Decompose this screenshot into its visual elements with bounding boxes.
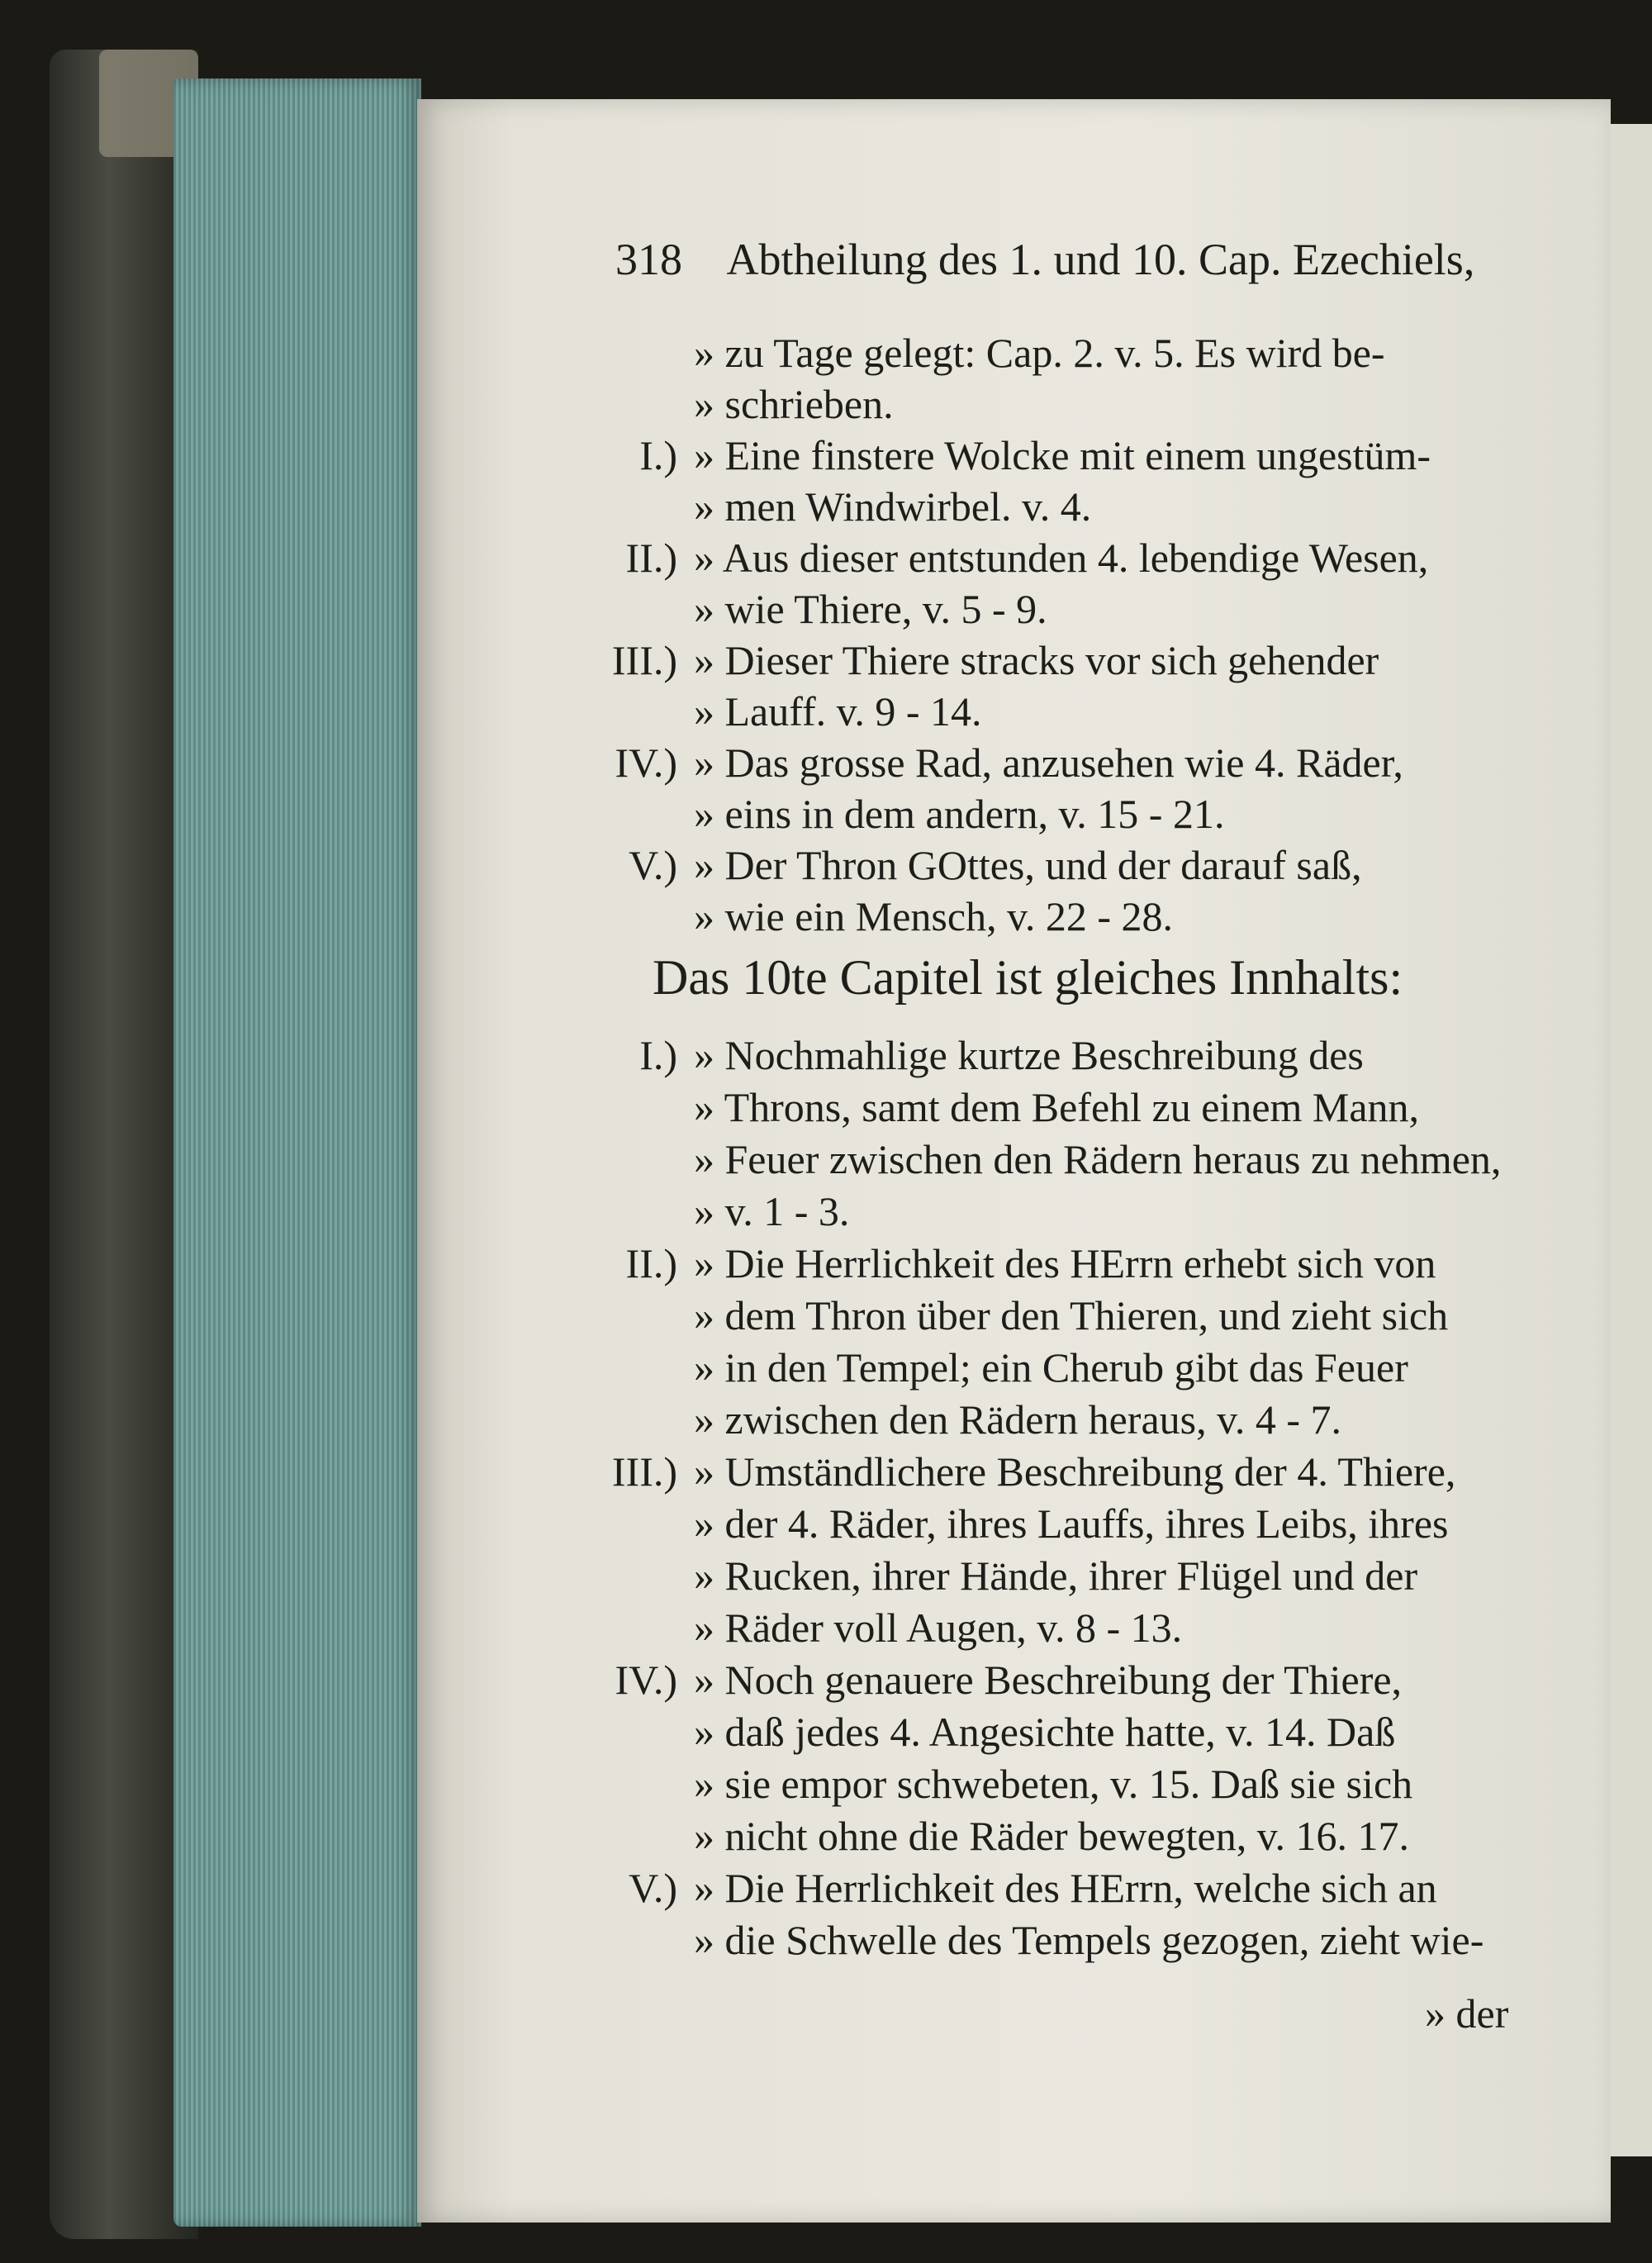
text-line: » Der Thron GOttes, und der darauf saß, xyxy=(694,842,1362,888)
text-line: » Die Herrlichkeit des HErrn, welche sich an xyxy=(694,1865,1437,1911)
text-line: » Feuer zwischen den Rädern heraus zu nehmen, xyxy=(694,1136,1502,1182)
text-line: » zwischen den Rädern heraus, v. 4 - 7. xyxy=(694,1396,1342,1443)
text-line: » daß jedes 4. Angesichte hatte, v. 14. Daß xyxy=(694,1709,1396,1755)
text-line: » nicht ohne die Räder bewegten, v. 16. 17. xyxy=(694,1813,1409,1859)
text-line: » der 4. Räder, ihres Lauffs, ihres Leibs, ihres xyxy=(694,1500,1449,1547)
catchword: » der xyxy=(1425,1990,1509,2037)
section-numeral: I.) xyxy=(639,1032,677,1078)
section-numeral: III.) xyxy=(611,637,677,683)
running-header xyxy=(615,235,1474,284)
text-line: » Umständlichere Beschreibung der 4. Thiere, xyxy=(694,1448,1456,1495)
text-line: » Throns, samt dem Befehl zu einem Mann, xyxy=(694,1084,1420,1130)
page-number: 318 xyxy=(615,235,682,284)
text-line: » Das grosse Rad, anzusehen wie 4. Räder, xyxy=(694,739,1403,786)
section-numeral: I.) xyxy=(639,432,677,478)
text-line: » Rucken, ihrer Hände, ihrer Flügel und der xyxy=(694,1552,1418,1599)
section-numeral: II.) xyxy=(625,535,677,581)
text-line: » sie empor schwebeten, v. 15. Daß sie sich xyxy=(694,1761,1413,1807)
section-numeral: V.) xyxy=(629,842,677,888)
text-line: » die Schwelle des Tempels gezogen, zieht wie- xyxy=(694,1917,1484,1963)
text-line: » dem Thron über den Thieren, und zieht sich xyxy=(694,1292,1449,1338)
chapter10-heading: Das 10te Capitel ist gleiches Innhalts: xyxy=(653,950,1403,1005)
section-numeral: IV.) xyxy=(615,739,677,786)
text-line: » Aus dieser entstunden 4. lebendige Wesen, xyxy=(694,535,1429,581)
text-line: » v. 1 - 3. xyxy=(694,1188,850,1234)
text-line: » Die Herrlichkeit des HErrn erhebt sich von xyxy=(694,1240,1436,1286)
facing-page-edge xyxy=(1611,124,1652,2156)
text-line: » Dieser Thiere stracks vor sich gehender xyxy=(694,637,1379,683)
text-line: » wie Thiere, v. 5 - 9. xyxy=(694,586,1047,632)
text-line: » schrieben. xyxy=(694,381,894,427)
text-line: » Räder voll Augen, v. 8 - 13. xyxy=(694,1605,1183,1651)
section-numeral: II.) xyxy=(625,1240,677,1286)
text-line: » Nochmahlige kurtze Beschreibung des xyxy=(694,1032,1364,1078)
text-line: » men Windwirbel. v. 4. xyxy=(694,483,1092,530)
page-edges xyxy=(173,78,421,2227)
text-line: » Noch genauere Beschreibung der Thiere, xyxy=(694,1657,1403,1703)
running-head: Abtheilung des 1. und 10. Cap. Ezechiels, xyxy=(726,235,1475,284)
section-numeral: III.) xyxy=(611,1448,677,1495)
text-line: » Eine finstere Wolcke mit einem ungestüm- xyxy=(694,432,1431,478)
section-numeral: IV.) xyxy=(615,1657,677,1703)
text-line: » eins in dem andern, v. 15 - 21. xyxy=(694,791,1225,837)
text-line: » in den Tempel; ein Cherub gibt das Feuer xyxy=(694,1344,1408,1391)
text-line: » wie ein Mensch, v. 22 - 28. xyxy=(694,893,1173,939)
text-line: » Lauff. v. 9 - 14. xyxy=(694,688,982,735)
section-numeral: V.) xyxy=(629,1865,677,1911)
text-line: » zu Tage gelegt: Cap. 2. v. 5. Es wird be- xyxy=(694,330,1385,376)
